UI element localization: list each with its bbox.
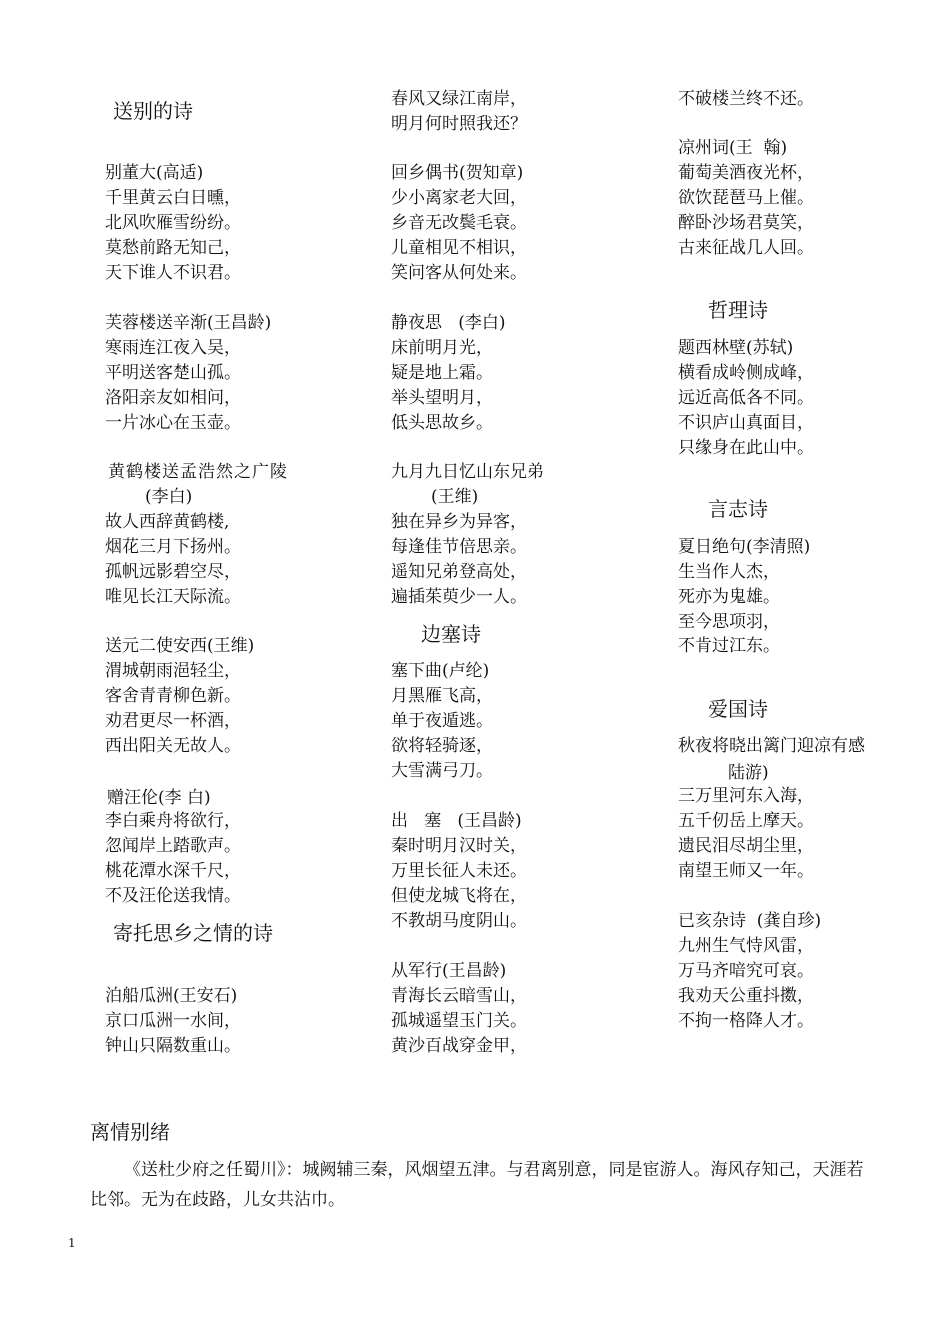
poem-title: 回乡偶书(贺知章) [391, 163, 524, 183]
poem-line: 故人西辞黄鹤楼, [105, 512, 230, 532]
poem-line: 李白乘舟将欲行， [105, 811, 241, 831]
poem-title: 芙蓉楼送辛渐(王昌龄) [105, 313, 272, 333]
section-heading: 送别的诗 [113, 99, 193, 123]
poem-line: 不识庐山真面目， [678, 413, 814, 433]
poem-line: 我劝天公重抖擞， [678, 986, 814, 1006]
poem-line: 黄沙百战穿金甲， [391, 1036, 527, 1056]
poem-line: 北风吹雁雪纷纷。 [105, 213, 241, 233]
poem-line: 生当作人杰， [678, 562, 780, 582]
poem-line: 少小离家老大回， [391, 188, 527, 208]
poem-title: 题西林壁(苏轼) [678, 338, 794, 358]
poem-line: 葡萄美酒夜光杯， [678, 163, 814, 183]
poem-title: 赠汪伦(李 白) [107, 788, 211, 808]
section-heading: 边塞诗 [421, 622, 481, 646]
poem-line: 万里长征人未还。 [391, 861, 527, 881]
poem-line: 床前明月光， [391, 338, 493, 358]
poem-title: 已亥杂诗 (龚自珍) [678, 911, 822, 931]
poem-line: 至今思项羽， [678, 612, 780, 632]
section-heading: 哲理诗 [708, 298, 768, 322]
poem-line: 孤城遥望玉门关。 [391, 1011, 527, 1031]
poem-line: 死亦为鬼雄。 [678, 587, 780, 607]
poem-title: 别董大(高适) [105, 163, 204, 183]
poem-line: 渭城朝雨浥轻尘， [105, 661, 241, 681]
poem-line: 笑问客从何处来。 [391, 263, 527, 283]
poem-line: 遥知兄弟登高处， [391, 562, 527, 582]
poem-line: 欲将轻骑逐， [391, 736, 493, 756]
poem-line: 万马齐喑究可哀。 [678, 961, 814, 981]
poem-line: 遍插茱萸少一人。 [391, 587, 527, 607]
poem-line: 只缘身在此山中。 [678, 438, 814, 458]
poem-title: 送元二使安西(王维) [105, 636, 255, 656]
section-heading: 言志诗 [708, 497, 768, 521]
poem-title: 九月九日忆山东兄弟 [391, 462, 544, 482]
poem-line: 春风又绿江南岸， [391, 89, 527, 109]
poem-line: 钟山只隔数重山。 [105, 1036, 241, 1056]
poem-line: 莫愁前路无知己， [105, 238, 241, 258]
poem-line: 孤帆远影碧空尽， [105, 562, 241, 582]
poem-line: 青海长云暗雪山， [391, 986, 527, 1006]
poem-title: 秋夜将晓出篱门迎凉有感 [678, 736, 865, 756]
poem-line: 月黑雁飞高， [391, 686, 493, 706]
poem-line: 遗民泪尽胡尘里， [678, 836, 814, 856]
poem-title: 泊船瓜洲(王安石) [105, 986, 238, 1006]
poem-title: 黄鹤楼送孟浩然之广陵 [108, 462, 288, 482]
page-number: 1 [68, 1236, 76, 1250]
poem-title: 夏日绝句(李清照) [678, 537, 811, 557]
poem-line: 乡音无改鬓毛衰。 [391, 213, 527, 233]
poem-title: 塞下曲(卢纶) [391, 661, 490, 681]
poem-line: 横看成岭侧成峰， [678, 363, 814, 383]
section-heading: 寄托思乡之情的诗 [113, 921, 273, 945]
poem-line: 大雪满弓刀。 [391, 761, 493, 781]
poem-line: 南望王师又一年。 [678, 861, 814, 881]
poem-line: 天下谁人不识君。 [105, 263, 241, 283]
poem-line: 忽闻岸上踏歌声。 [105, 836, 241, 856]
poem-author: 陆游) [728, 763, 769, 783]
poem-line: 明月何时照我还？ [391, 114, 527, 134]
poem-line: 三万里河东入海， [678, 786, 814, 806]
poem-line: 但使龙城飞将在， [391, 886, 527, 906]
poem-line: 洛阳亲友如相问， [105, 388, 241, 408]
poem-line: 单于夜遁逃。 [391, 711, 493, 731]
poem-line: 疑是地上霜。 [391, 363, 493, 383]
poem-line: 不及汪伦送我情。 [105, 886, 241, 906]
poem-line: 儿童相见不相识， [391, 238, 527, 258]
prose-paragraph: 《送杜少府之任蜀川》：城阙辅三秦，风烟望五津。与君离别意，同是宦游人。海风存知己，天涯若比邻。无为在歧路，儿女共沾巾。 [90, 1160, 864, 1210]
poem-line: 客舍青青柳色新。 [105, 686, 241, 706]
poem-title: 从军行(王昌龄) [391, 961, 507, 981]
poem-line: 低头思故乡。 [391, 413, 493, 433]
poem-line: 古来征战几人回。 [678, 238, 814, 258]
poem-title: 凉州词(王 翰) [678, 138, 788, 158]
poem-line: 京口瓜洲一水间， [105, 1011, 241, 1031]
poem-line: 劝君更尽一杯酒， [105, 711, 241, 731]
section-heading: 离情别绪 [90, 1120, 170, 1144]
poem-line: 醉卧沙场君莫笑， [678, 213, 814, 233]
poem-line: 远近高低各不同。 [678, 388, 814, 408]
poem-line: 平明送客楚山孤。 [105, 363, 241, 383]
poem-line: 烟花三月下扬州。 [105, 537, 241, 557]
poem-line: 九州生气恃风雷， [678, 936, 814, 956]
poem-line: 不教胡马度阴山。 [391, 911, 527, 931]
poem-line: 每逢佳节倍思亲。 [391, 537, 527, 557]
poem-line: 欲饮琵琶马上催。 [678, 188, 814, 208]
poem-line: 五千仞岳上摩天。 [678, 811, 814, 831]
poem-line: 寒雨连江夜入吴， [105, 338, 241, 358]
poem-line: 举头望明月， [391, 388, 493, 408]
poem-author: (王维) [431, 487, 479, 507]
poem-line: 西出阳关无故人。 [105, 736, 241, 756]
poem-author: (李白) [145, 487, 193, 507]
poem-line: 独在异乡为异客， [391, 512, 527, 532]
section-heading: 爱国诗 [708, 697, 768, 721]
poem-title: 静夜思 (李白) [391, 313, 506, 333]
poem-line: 唯见长江天际流。 [105, 587, 241, 607]
poem-line: 千里黄云白日曛， [105, 188, 241, 208]
poem-line: 不破楼兰终不还。 [678, 89, 814, 109]
poem-line: 一片冰心在玉壶。 [105, 413, 241, 433]
poem-title: 出 塞 (王昌龄) [391, 811, 522, 831]
poem-line: 不肯过江东。 [678, 636, 780, 656]
poem-line: 桃花潭水深千尺， [105, 861, 241, 881]
poem-line: 秦时明月汉时关， [391, 836, 527, 856]
poem-line: 不拘一格降人才。 [678, 1011, 814, 1031]
